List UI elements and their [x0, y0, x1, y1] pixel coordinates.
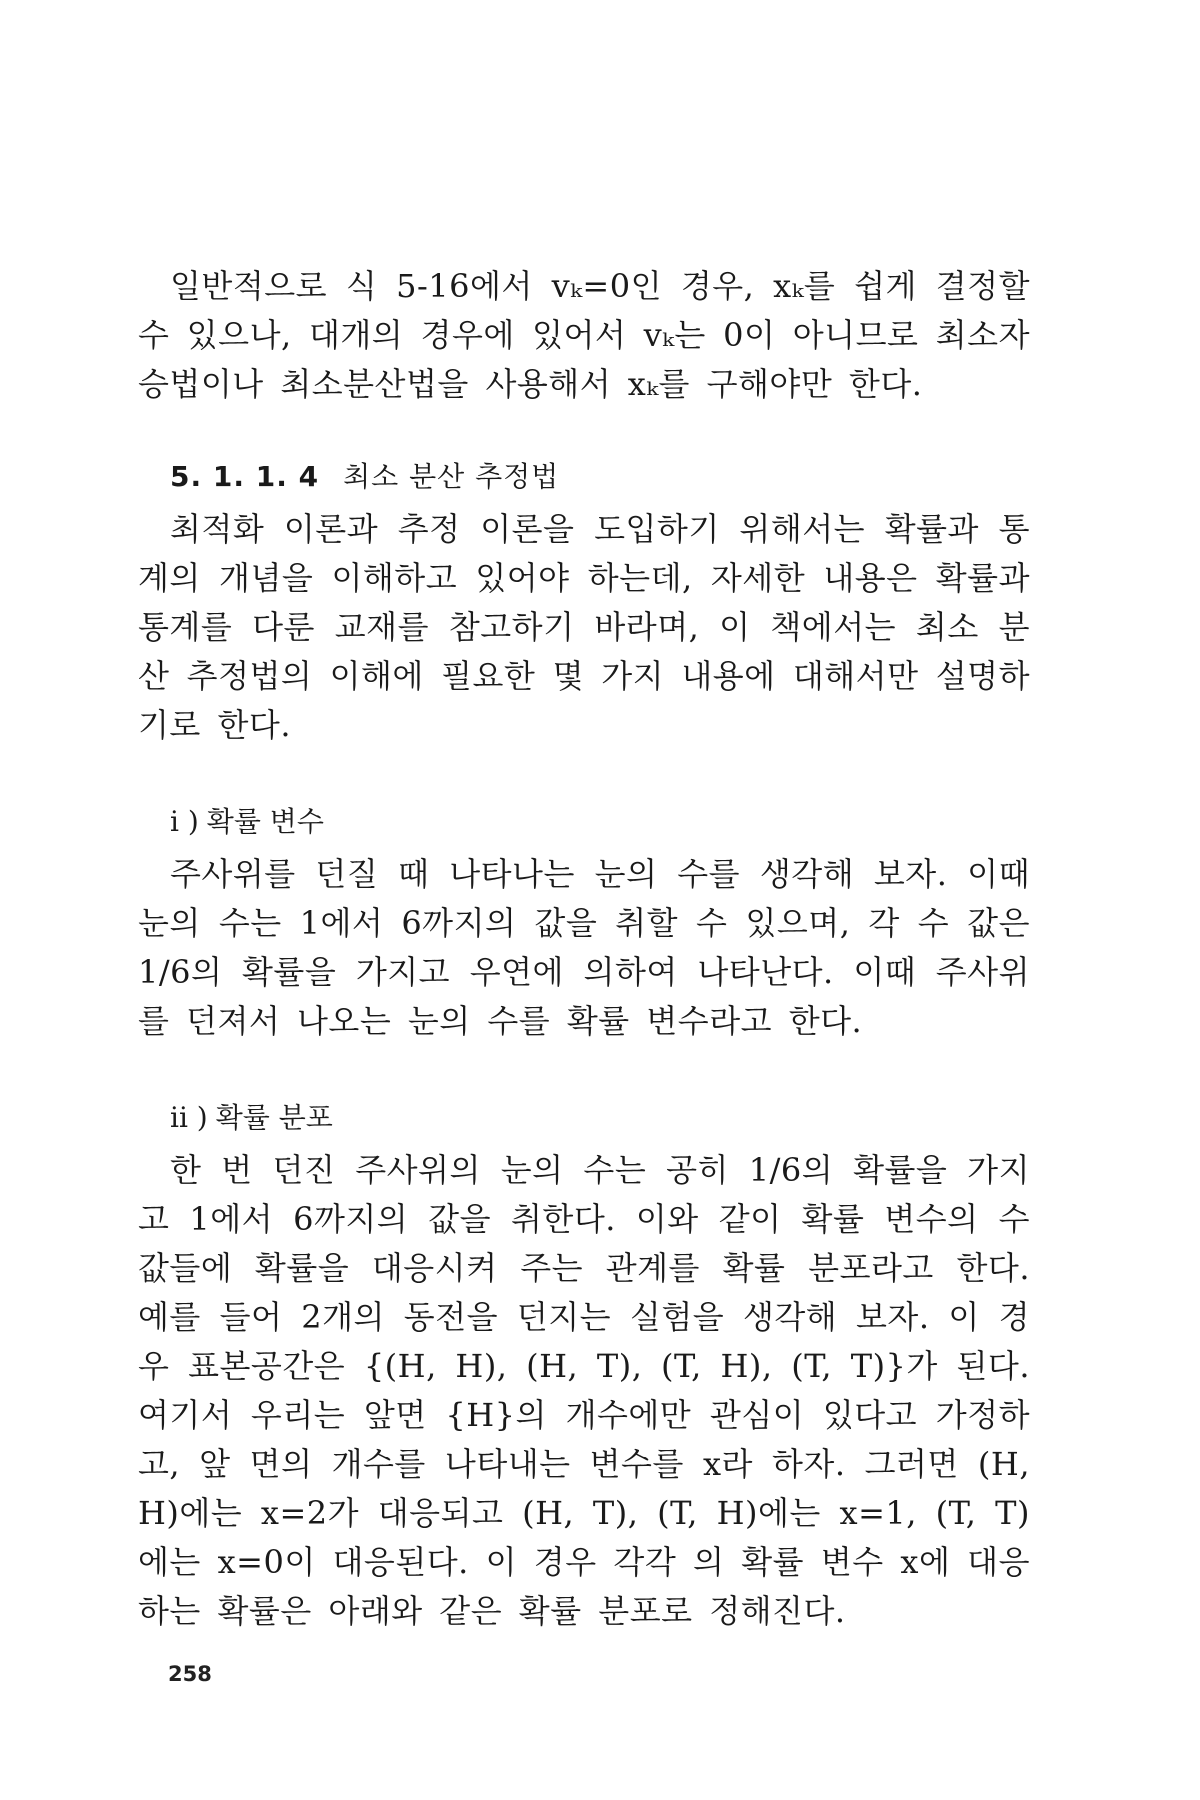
probability-distribution-paragraph: 한 번 던진 주사위의 눈의 수는 공히 1/6의 확률을 가지고 1에서 6까지의 값을 취한다. 이와 같이 확률 변수의 수 값들에 확률을 대응시켜 주는 관계를 확률 분포라고 한다. 예를 들어 2개의 동전을 던지는 실험을 생각해 보자. 이 경우 표본공간은 {(H, H), (H, T), (T, H), (T, T)}가 된다. 여기서 우리는 앞면 {H}의 개수에만 관심이 있다고 가정하고, 앞 면의 개수를 나타내는 변수를 x라 하자. 그러면 (H, H)에는 x=2가 대응되고 (H, T), (T, H)에는 x=1, (T, T)에는 x=0이 대응된다. 이 경우 각각 의 확률 변수 x에 대응하는 확률은 아래와 같은 확률 분포로 정해진다.: [138, 1151, 1030, 1630]
random-variable-paragraph: 주사위를 던질 때 나타나는 눈의 수를 생각해 보자. 이때 눈의 수는 1에서 6까지의 값을 취할 수 있으며, 각 수 값은 1/6의 확률을 가지고 우연에 의하여 나타난다. 이때 주사위를 던져서 나오는 눈의 수를 확률 변수라고 한다.: [138, 855, 1030, 1040]
page-number: 258: [168, 1662, 212, 1686]
subsection-heading-probability-distribution: [170, 1098, 1030, 1138]
intro-paragraph: 일반적으로 식 5-16에서 vₖ=0인 경우, xₖ를 쉽게 결정할 수 있으나, 대개의 경우에 있어서 vₖ는 0이 아니므로 최소자승법이나 최소분산법을 사용해서 xₖ를 구해야만 한다.: [138, 267, 1030, 403]
section-heading: [170, 457, 1030, 497]
subsection-number: i ): [170, 805, 199, 838]
page-content: [138, 262, 1030, 1636]
subsection-title: 확률 분포: [215, 1101, 333, 1134]
section-title: 최소 분산 추정법: [343, 460, 560, 493]
spacer: [138, 750, 1030, 802]
section-number: 5. 1. 1. 4: [170, 460, 320, 493]
spacer: [138, 1046, 1030, 1098]
subsection-heading-random-variable: [170, 802, 1030, 842]
spacer: [138, 409, 1030, 457]
section-body-paragraph: 최적화 이론과 추정 이론을 도입하기 위해서는 확률과 통계의 개념을 이해하고 있어야 하는데, 자세한 내용은 확률과 통계를 다룬 교재를 참고하기 바라며, 이 책에서는 최소 분산 추정법의 이해에 필요한 몇 가지 내용에 대해서만 설명하기로 한다.: [138, 510, 1030, 744]
subsection-title: 확률 변수: [206, 805, 324, 838]
subsection-number: ii ): [170, 1101, 208, 1134]
